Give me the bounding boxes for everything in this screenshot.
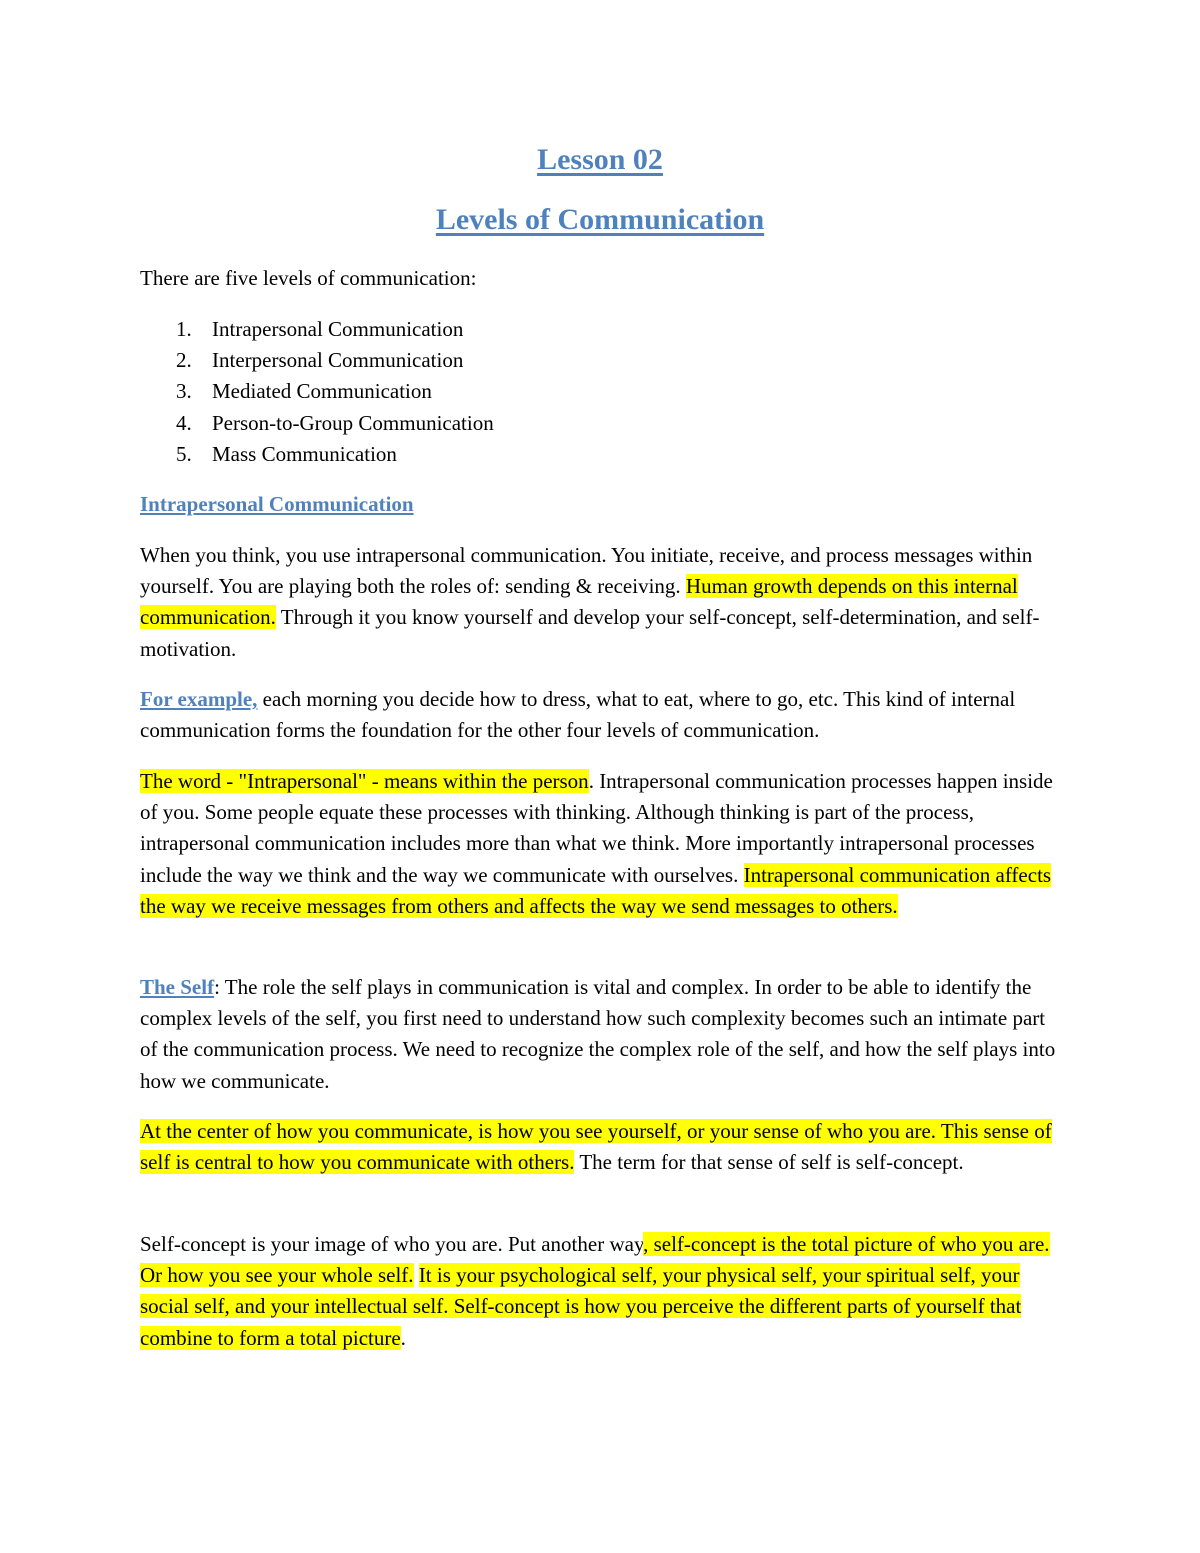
highlighted-text: It is your psychological self, your physical self, your spiritual self, your social self, and your intellectual self. Self-concept is how you perceive the different parts of yourself that combine to form a total picture [140,1263,1022,1350]
lesson-title-block [0,143,1200,177]
lesson-subtitle: Levels of Communication [435,203,765,236]
paragraph-text: . [400,1325,406,1350]
list-label: Interpersonal Communication [212,348,464,373]
paragraph-text [414,1263,419,1287]
paragraph-example [140,684,1065,746]
paragraph-self-concept [140,1229,1065,1354]
list-number: 5. [176,441,192,466]
highlighted-text: At the center of how you communicate, is how you see yourself, or your sense of who you are. This sense of self is central to how you communicate with others. [140,1119,1052,1175]
paragraph-text: each morning you decide how to dress, what to eat, where to go, etc. This kind of internal communication forms the foundation for the other four levels of communication. [140,687,1016,743]
lesson-title: Lesson 02 [537,143,663,176]
list-number: 4. [176,410,192,435]
highlighted-text: The word - "Intrapersonal" - means within the person [140,769,589,793]
list-label: Person-to-Group Communication [212,410,494,435]
list-item [140,408,494,439]
list-label: Mediated Communication [212,379,432,404]
list-number: 3. [176,379,192,404]
list-item [140,376,494,407]
intro-text: There are five levels of communication: [140,266,477,290]
paragraph-text: : The role the self plays in communication is vital and complex. In order to be able to identify the complex levels of the self, you first need to understand how such complexity becomes such an intimate part of the communication process. We need to recognize the complex role of the self, and how the self plays into how we communicate. [140,975,1056,1093]
paragraph-text: Through it you know yourself and develop your self-concept, self-determination, and self-motivation. [140,605,1040,661]
highlighted-text: Human growth depends on this internal communication. [140,574,1018,630]
list-number: 2. [176,348,192,373]
list-label: Mass Communication [212,441,397,466]
paragraph-text: Self-concept is your image of who you are. Put another way [140,1232,644,1256]
paragraph-text: The term for that sense of self is self-concept. [574,1150,964,1175]
lesson-subtitle-block [0,203,1200,237]
list-item [140,314,494,345]
list-number: 1. [176,317,192,341]
the-self-lead: The Self [140,975,215,999]
section-heading: Intrapersonal Communication [140,492,414,516]
paragraph-center [140,1116,1065,1178]
levels-list [140,314,494,470]
example-lead: For example, [140,687,258,711]
list-item [140,345,494,376]
paragraph-think [140,540,1065,665]
highlighted-text: , self-concept is the total picture of who you are. Or how you see your whole self. [140,1232,1050,1288]
list-label: Intrapersonal Communication [212,317,464,341]
paragraph-word-meaning [140,766,1065,922]
list-item [140,439,494,470]
paragraph-text: . Intrapersonal communication processes happen inside of you. Some people equate these processes with thinking. Although thinking is part of the process, intrapersonal communication includes more than what we think. More importantly intrapersonal processes include the way we think and the way we communicate with ourselves. [140,769,1053,887]
paragraph-text: When you think, you use intrapersonal communication. You initiate, receive, and process messages within yourself. You are playing both the roles of: sending & receiving. [140,543,1033,599]
paragraph-the-self [140,972,1065,1097]
highlighted-text: Intrapersonal communication affects the way we receive messages from others and affects the way we send messages to others. [140,862,1052,918]
